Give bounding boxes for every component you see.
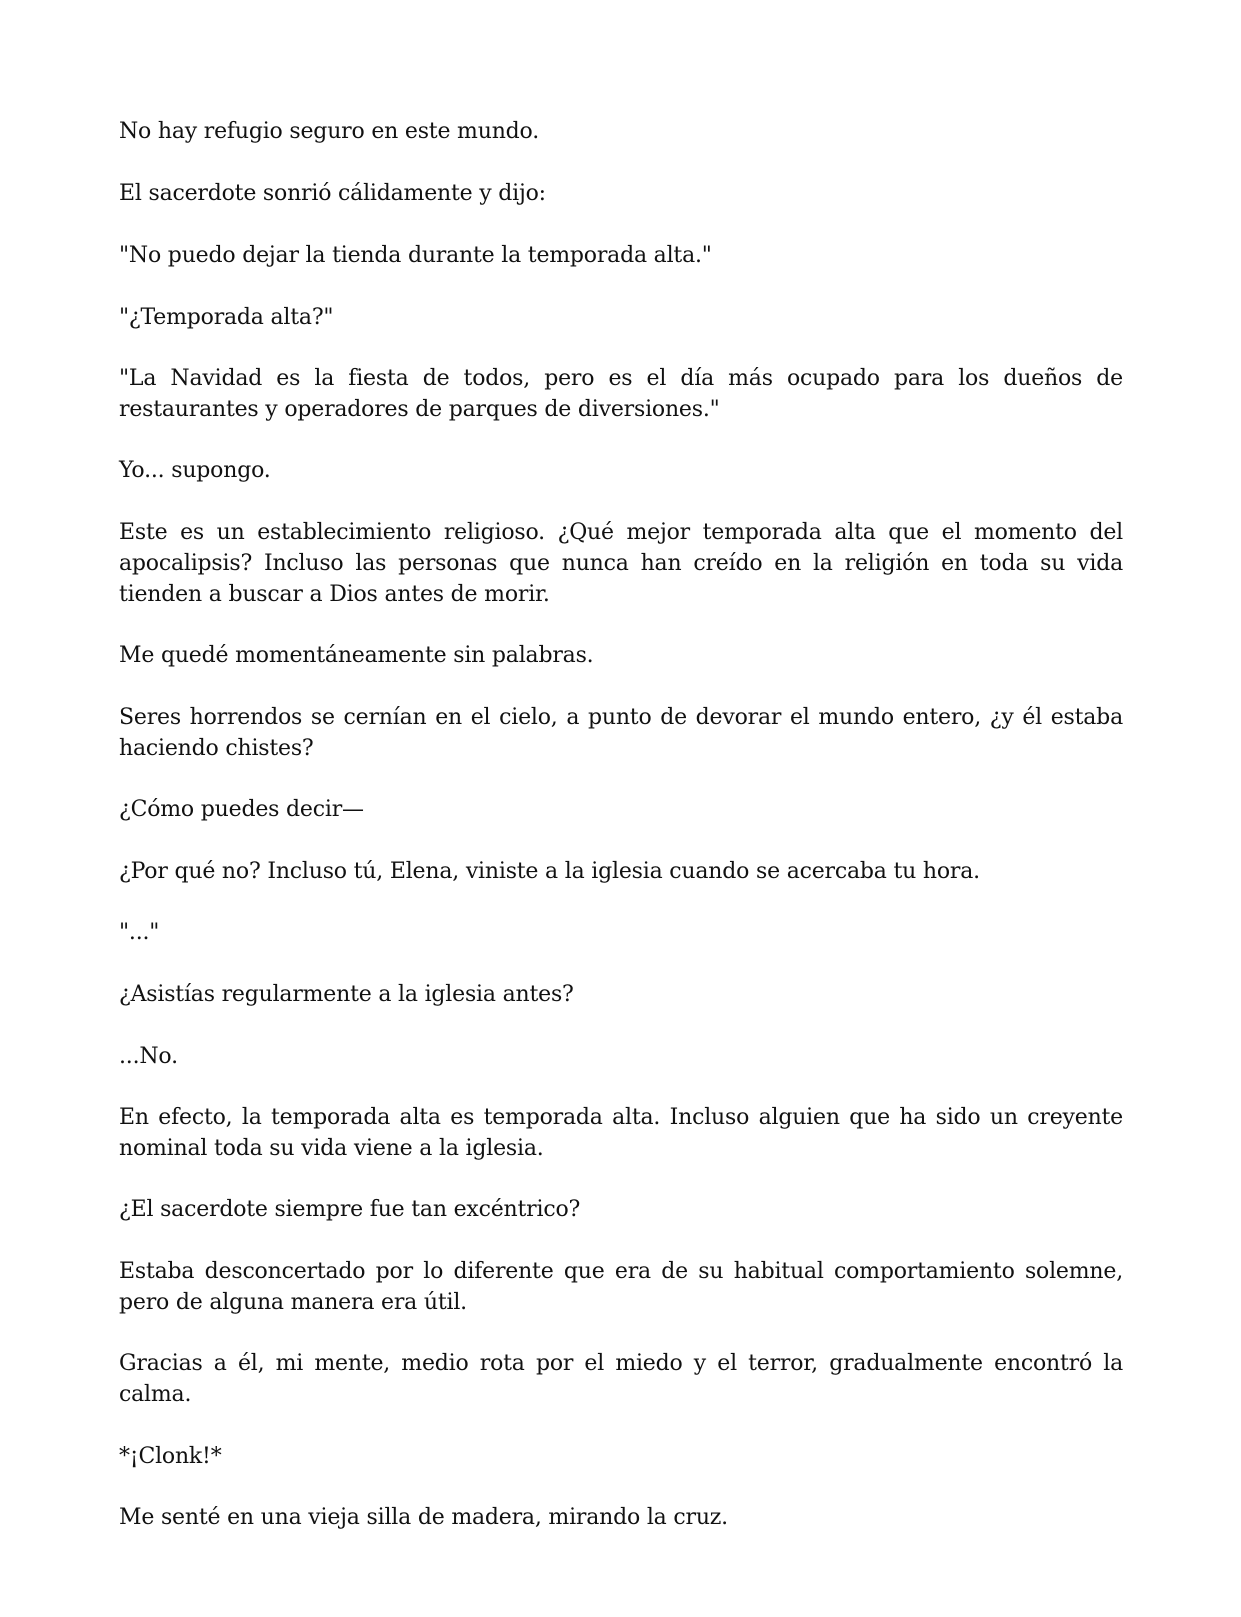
paragraph: Este es un establecimiento religioso. ¿Qué mejor temporada alta que el momento del apocalipsis? Incluso las personas que nunca han creído en la religión en toda su vida tienden a buscar a Dios antes de morir. [119,520,1123,607]
paragraph: No hay refugio seguro en este mundo. [119,119,539,144]
paragraph: ...No. [119,1044,178,1069]
paragraph: Estaba desconcertado por lo diferente que era de su habitual comportamiento solemne, pero de alguna manera era útil. [119,1259,1123,1315]
paragraph: ¿Cómo puedes decir— [119,797,364,822]
paragraph: Me quedé momentáneamente sin palabras. [119,643,594,668]
paragraph: El sacerdote sonrió cálidamente y dijo: [119,181,546,206]
paragraph: Seres horrendos se cernían en el cielo, a punto de devorar el mundo entero, ¿y él estaba haciendo chistes? [119,705,1123,761]
paragraph: ¿Asistías regularmente a la iglesia antes? [119,982,574,1007]
paragraph: "..." [119,920,160,945]
paragraph: En efecto, la temporada alta es temporada alta. Incluso alguien que ha sido un creyente nominal toda su vida viene a la iglesia. [119,1105,1123,1161]
paragraph: "La Navidad es la fiesta de todos, pero es el día más ocupado para los dueños de restaurantes y operadores de parques de diversiones." [119,366,1123,422]
paragraph: "No puedo dejar la tienda durante la temporada alta." [119,243,712,268]
paragraph: Gracias a él, mi mente, medio rota por el miedo y el terror, gradualmente encontró la calma. [119,1351,1123,1407]
paragraph: ¿El sacerdote siempre fue tan excéntrico? [119,1197,581,1222]
paragraph: *¡Clonk!* [119,1444,222,1469]
paragraph: Yo... supongo. [119,458,271,483]
paragraph: "¿Temporada alta?" [119,305,334,330]
paragraph: Me senté en una vieja silla de madera, mirando la cruz. [119,1505,728,1530]
paragraph: ¿Por qué no? Incluso tú, Elena, viniste a la iglesia cuando se acercaba tu hora. [119,859,980,884]
